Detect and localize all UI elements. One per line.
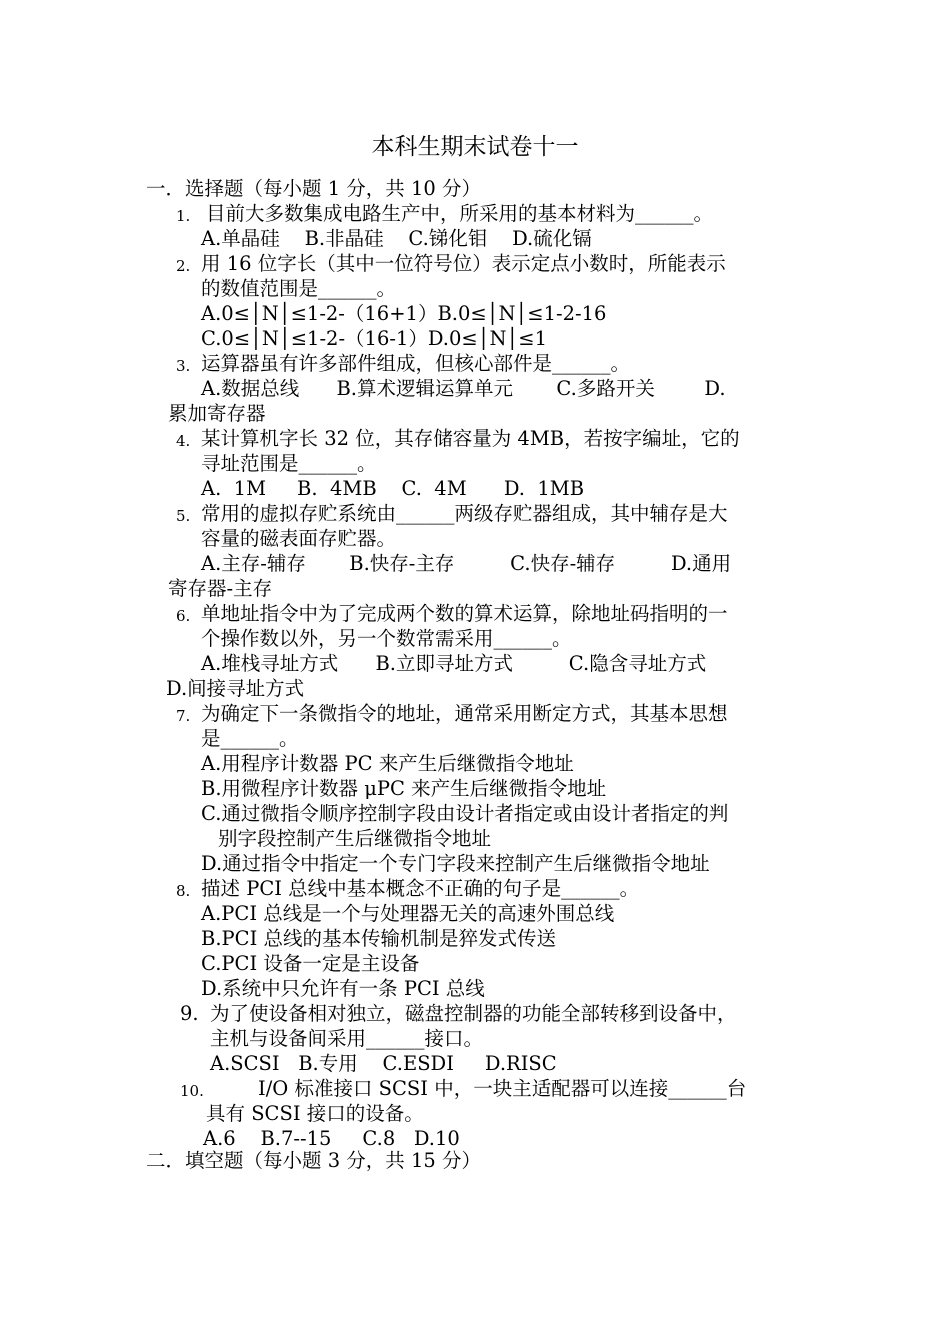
answer-options: 累加寄存器 [168,402,266,425]
answer-options: A.用程序计数器 PC 来产生后继微指令地址 [201,752,574,775]
answer-options: C.0≤│N│≤1-2-（16-1）D.0≤│N│≤1 [201,327,548,350]
question-number: 10. [180,1082,204,1100]
answer-options: C.通过微指令顺序控制字段由设计者指定或由设计者指定的判 [201,802,729,825]
question-number: 2. [176,257,191,275]
question-number: 5. [176,507,191,525]
question-stem: 个操作数以外，另一个数常需采用______。 [201,627,572,650]
answer-options: D.系统中只允许有一条 PCI 总线 [201,977,485,1000]
answer-options: A.6 B.7--15 C.8 D.10 [203,1127,460,1150]
question-stem: I/O 标准接口 SCSI 中，一块主适配器可以连接______台 [258,1077,747,1100]
question-stem: 目前大多数集成电路生产中，所采用的基本材料为______。 [206,202,714,225]
question-stem: 常用的虚拟存贮系统由______两级存贮器组成，其中辅存是大 [201,502,728,525]
answer-options: A.0≤│N│≤1-2-（16+1）B.0≤│N│≤1-2-16 [201,302,607,325]
question-stem: 寻址范围是______。 [201,452,377,475]
question-stem: 单地址指令中为了完成两个数的算术运算，除地址码指明的一 [201,602,728,625]
question-stem: 具有 SCSI 接口的设备。 [206,1102,424,1125]
answer-options: D.间接寻址方式 [166,677,305,700]
section-heading: 二．填空题（每小题 3 分，共 15 分） [146,1149,482,1172]
question-number: 8. [176,882,191,900]
answer-options: B.用微程序计数器 μPC 来产生后继微指令地址 [201,777,607,800]
question-stem: 是______。 [201,727,299,750]
answer-options: A.PCI 总线是一个与处理器无关的高速外围总线 [201,902,615,925]
question-stem: 主机与设备间采用______接口。 [210,1027,484,1050]
answer-options: A.单晶硅 B.非晶硅 C.锑化钼 D.硫化镉 [201,227,592,250]
question-number: 1. [176,207,191,225]
question-number: 6. [176,607,191,625]
answer-options: B.PCI 总线的基本传输机制是猝发式传送 [201,927,556,950]
question-stem: 某计算机字长 32 位，其存储容量为 4MB，若按字编址，它的 [201,427,740,450]
question-number: 7. [176,707,191,725]
section-heading: 一．选择题（每小题 1 分，共 10 分） [146,177,482,200]
exam-title: 本科生期末试卷十一 [371,134,579,160]
question-stem: 用 16 位字长（其中一位符号位）表示定点小数时，所能表示 [201,252,726,275]
answer-options: D.通过指令中指定一个专门字段来控制产生后继微指令地址 [201,852,710,875]
answer-options: 别字段控制产生后继微指令地址 [218,827,492,850]
question-stem: 描述 PCI 总线中基本概念不正确的句子是______。 [201,877,640,900]
question-stem: 的数值范围是______。 [201,277,397,300]
question-number: 4. [176,432,191,450]
answer-options: C.PCI 设备一定是主设备 [201,952,420,975]
question-stem: 容量的磁表面存贮器。 [201,527,397,550]
answer-options: 寄存器-主存 [168,577,273,600]
answer-options: A.主存-辅存 B.快存-主存 C.快存-辅存 D.通用 [201,552,732,575]
answer-options: A.堆栈寻址方式 B.立即寻址方式 C.隐含寻址方式 [201,652,707,675]
answer-options: A.数据总线 B.算术逻辑运算单元 C.多路开关 D. [201,377,726,400]
question-number: 3. [176,357,191,375]
question-stem: 为确定下一条微指令的地址，通常采用断定方式，其基本思想 [201,702,728,725]
answer-options: A. 1M B. 4MB C. 4M D. 1MB [201,477,585,500]
question-number: 9. [180,1002,199,1025]
answer-options: A.SCSI B.专用 C.ESDI D.RISC [210,1052,557,1075]
question-stem: 运算器虽有许多部件组成，但核心部件是______。 [201,352,631,375]
question-stem: 为了使设备相对独立，磁盘控制器的功能全部转移到设备中， [210,1002,737,1025]
